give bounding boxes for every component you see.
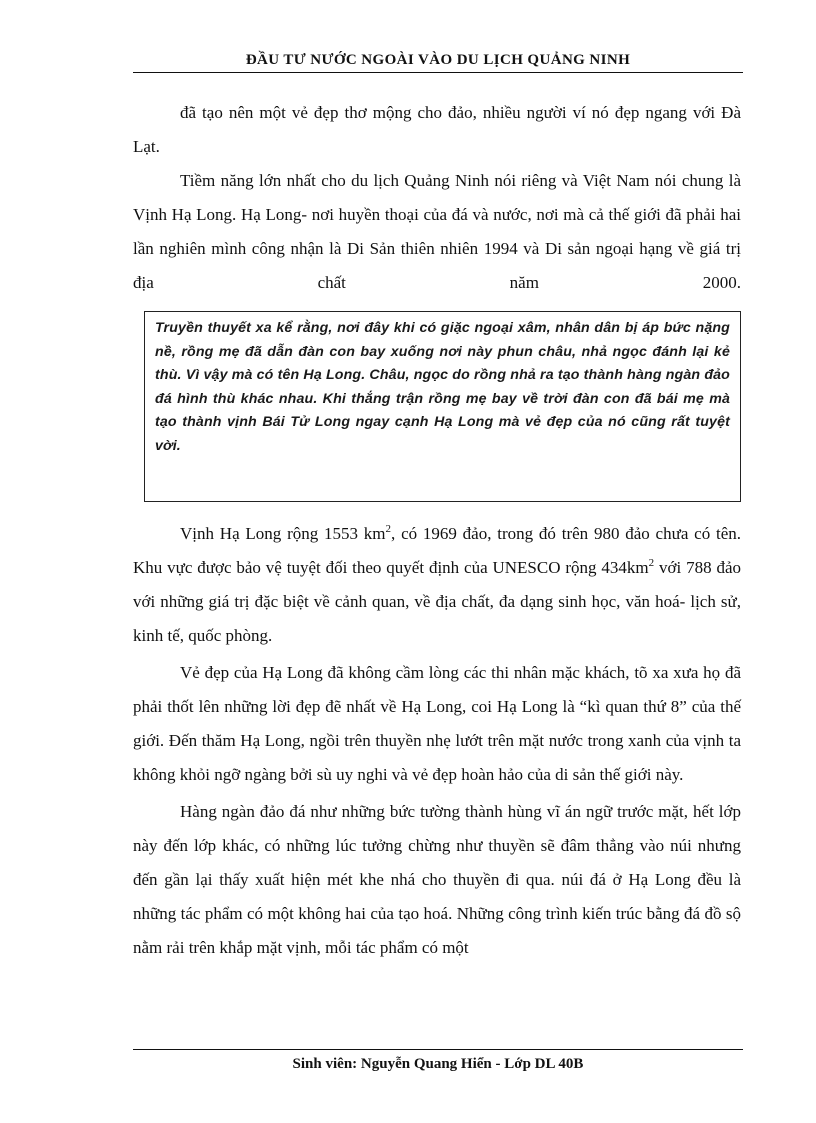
paragraph-ha-long-potential: Tiềm năng lớn nhất cho du lịch Quảng Ninh nói riêng và Việt Nam nói chung là Vịnh Hạ Long. Hạ Long- nơi huyền thoại của đá và nước, nơi mà cả thế giới đã phải hai lần nghiên mình công nhận là Di Sản thiên nhiên 1994 và Di sản ngoại hạng về giá trị địa chất năm 2000. [133,171,741,292]
paragraph-beauty: Vẻ đẹp của Hạ Long đã không cầm lòng các thi nhân mặc khách, tõ xa xưa họ đã phải thốt lên những lời đẹp đẽ nhất về Hạ Long, coi Hạ Long là “kì quan thứ 8” của thế giới. Đến thăm Hạ Long, ngồi trên thuyền nhẹ lướt trên mặt nước trong xanh của vịnh ta không khỏi ngỡ ngàng bởi sù uy nghi và vẻ đẹp hoàn hảo của di sản thế giới này. [133,663,741,784]
header-divider [133,72,743,73]
superscript-squared: 2 [385,523,392,535]
area-text-part2: , có 1969 đảo, trong đó trên 980 đảo chưa có tên. Khu vực được bảo vệ tuyệt đối theo quyết định của UNESCO rộng 434km [133,524,741,577]
superscript-squared: 2 [648,557,655,569]
area-text-part1: Vịnh Hạ Long rộng 1553 km [180,524,386,543]
paragraph-stone-islands: Hàng ngàn đảo đá như những bức tường thành hùng vĩ án ngữ trước mặt, hết lớp này đến lớp khác, có những lúc tưởng chừng như thuyền sẽ đâm thẳng vào núi nhưng đến gần lại thấy xuất hiện mét khe nhá cho thuyền đi qua. núi đá ở Hạ Long đều là những tác phẩm có một không hai của tạo hoá. Những công trình kiến trúc bằng đá đồ sộ nằm rải trên khắp mặt vịnh, mỗi tác phẩm có một [133,802,741,957]
page-footer: Sinh viên: Nguyễn Quang Hiển - Lớp DL 40B [292,1056,584,1072]
paragraph-intro: đã tạo nên một vẻ đẹp thơ mộng cho đảo, nhiều người ví nó đẹp ngang với Đà Lạt. [133,103,741,156]
area-text-part3: với 788 đảo với những giá trị đặc biệt về cảnh quan, về địa chất, đa dạng sinh học, văn hoá- lịch sử, kinh tế, quốc phòng. [133,558,741,645]
legend-text: Truyền thuyết xa kể rằng, nơi đây khi có giặc ngoại xâm, nhân dân bị áp bức nặng nề, rồng mẹ đã dẫn đàn con bay xuống nơi này phun châu, nhả ngọc đánh lại kẻ thù. Vì vậy mà có tên Hạ Long. Châu, ngọc do rồng nhả ra tạo thành hàng ngàn đảo đá hình thù khác nhau. Khi thắng trận rồng mẹ bay về trời đàn con đã bái mẹ mà tạo thành vịnh Bái Tử Long ngay cạnh Hạ Long mà vẻ đẹp của nó cũng rất tuyệt vời. [155,320,730,454]
page-header: ĐẦU TƯ NƯỚC NGOÀI VÀO DU LỊCH QUẢNG NINH [245,52,631,68]
paragraph-bay-area [133,517,741,653]
main-text-block [133,517,741,968]
intro-text-block [133,96,741,300]
legend-text-box [144,311,741,502]
footer-divider [133,1049,743,1050]
